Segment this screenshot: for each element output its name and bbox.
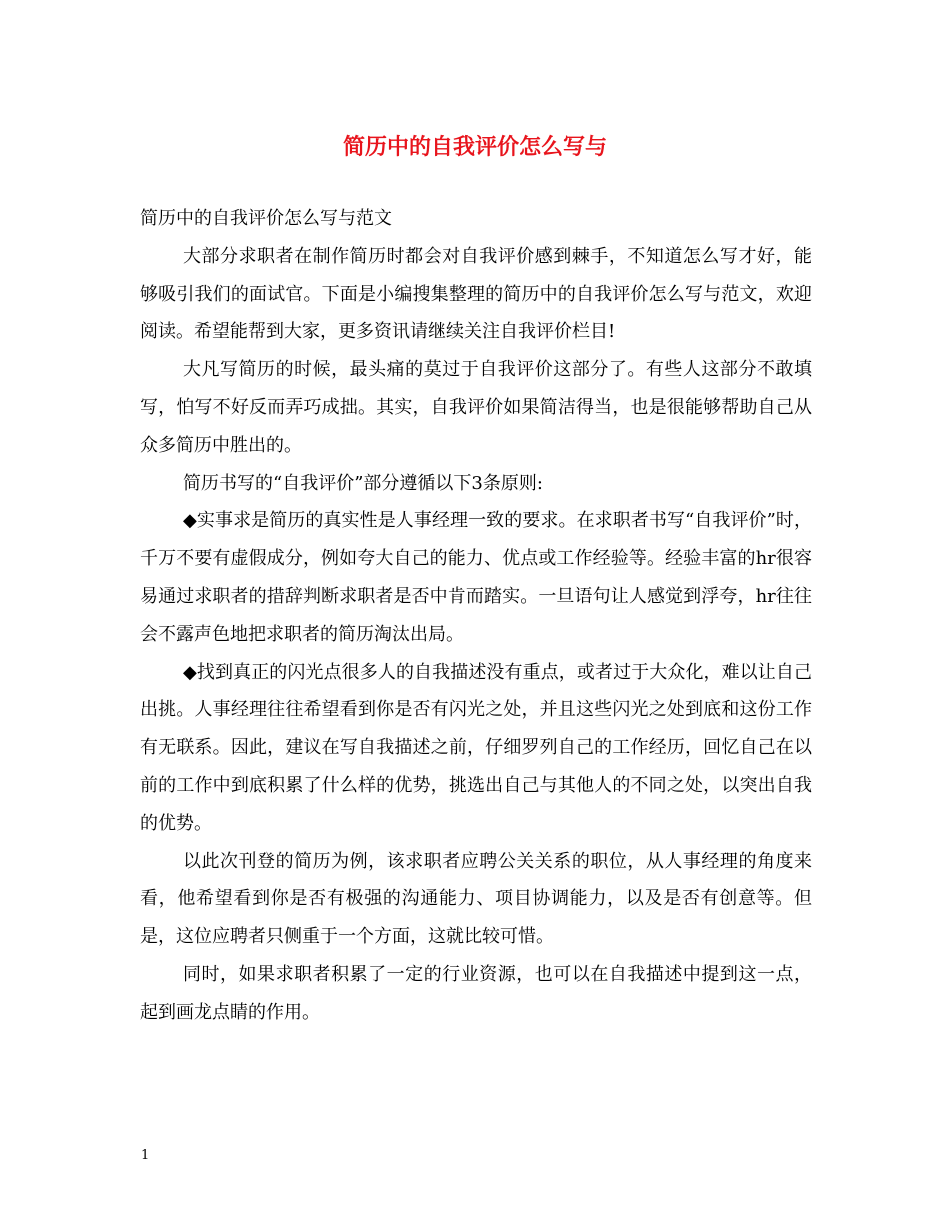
document-title: 简历中的自我评价怎么写与 — [342, 135, 607, 160]
paragraph-industry-resources: 同时，如果求职者积累了一定的行业资源，也可以在自我描述中提到这一点，起到画龙点睛的作用。 — [140, 963, 812, 1023]
page-number: 1 — [141, 1148, 150, 1163]
paragraph-example: 以此次刊登的简历为例，该求职者应聘公关关系的职位，从人事经理的角度来看，他希望看到你是否有极强的沟通能力、项目协调能力，以及是否有创意等。但是，这位应聘者只侧重于一个方面，这就比较可惜。 — [140, 850, 812, 948]
document-subtitle: 简历中的自我评价怎么写与范文 — [140, 208, 392, 229]
paragraph-principle-highlight: ◆找到真正的闪光点很多人的自我描述没有重点，或者过于大众化，难以让自己出挑。人事经理往往希望看到你是否有闪光之处，并且这些闪光之处到底和这份工作有无联系。因此，建议在写自我描述之前，仔细罗列自己的工作经历，回忆自己在以前的工作中到底积累了什么样的优势，挑选出自己与其他人的不同之处，以突出自我的优势。 — [140, 661, 812, 834]
document-body — [140, 200, 812, 1032]
paragraph-difficulty: 大凡写简历的时候，最头痛的莫过于自我评价这部分了。有些人这部分不敢填写，怕写不好反而弄巧成拙。其实，自我评价如果简洁得当，也是很能够帮助自己从众多简历中胜出的。 — [140, 359, 812, 456]
paragraph-intro: 大部分求职者在制作简历时都会对自我评价感到棘手，不知道怎么写才好，能够吸引我们的面试官。下面是小编搜集整理的简历中的自我评价怎么写与范文，欢迎阅读。希望能帮到大家，更多资讯请继续关注自我评价栏目! — [140, 245, 812, 343]
paragraph-principles-heading: 简历书写的“自我评价”部分遵循以下3条原则: — [183, 472, 543, 494]
paragraph-principle-truthful: ◆实事求是简历的真实性是人事经理一致的要求。在求职者书写“自我评价”时，千万不要有虚假成分，例如夸大自己的能力、优点或工作经验等。经验丰富的hr很容易通过求职者的措辞判断求职者是否中肯而踏实。一旦语句让人感觉到浮夸，hr往往会不露声色地把求职者的简历淘汰出局。 — [140, 510, 812, 645]
